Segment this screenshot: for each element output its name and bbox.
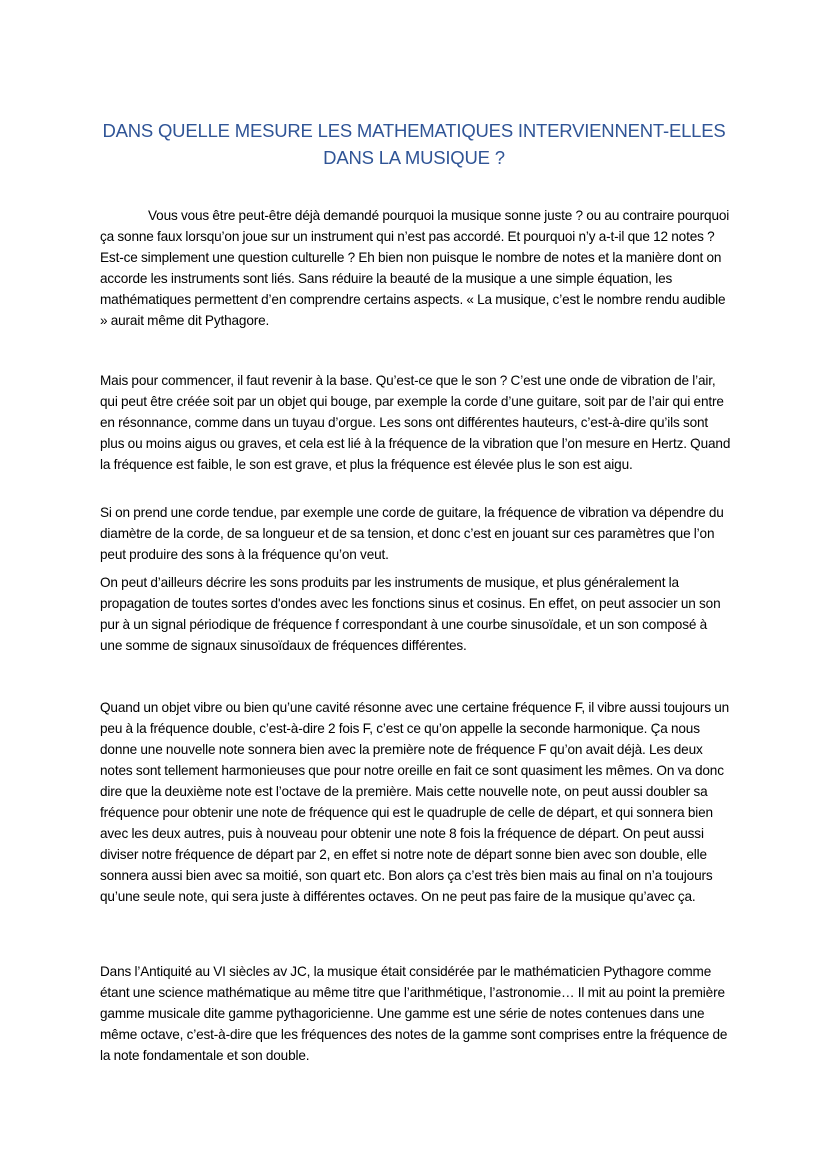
paragraph-pythagoras-scale: Dans l’Antiquité au VI siècles av JC, la musique était considérée par le mathématicien Pythagore comme étant une science mathématique au même titre que l’arithmétique, l’astronomie… Il mit au point la première gamme musicale dite gamme pythagoricienne. Une gamme est une série de notes contenues dans une même octave, c’est-à-dire que les fréquences des notes de la gamme sont comprises entre la fréquence de la note fondamentale et son double. (100, 964, 728, 1063)
paragraph-string-tension: Si on prend une corde tendue, par exemple une corde de guitare, la fréquence de vibration va dépendre du diamètre de la corde, de sa longueur et de sa tension, et donc c’est en jouant sur ces paramètres que l’on peut produire des sons à la fréquence qu’on veut. (100, 505, 724, 562)
paragraph-sound-definition: Mais pour commencer, il faut revenir à la base. Qu’est-ce que le son ? C’est une onde de vibration de l’air, qui peut être créée soit par un objet qui bouge, par exemple la corde d’une guitare, soit par de l’air qui entre en résonnance, comme dans un tuyau d’orgue. Les sons ont différentes hauteurs, c’est-à-dire qu’ils sont plus ou moins aigus ou graves, et cela est lié à la fréquence de la vibration que l’on mesure en Hertz. Quand la fréquence est faible, le son est grave, et plus la fréquence est élevée plus le son est aigu. (100, 373, 731, 472)
paragraph-intro: Vous vous être peut-être déjà demandé pourquoi la musique sonne juste ? ou au contraire pourquoi ça sonne faux lorsqu’on joue sur un instrument qui n’est pas accordé. Et pourquoi n’y a-t-il que 12 notes ? Est-ce simplement une question culturelle ? Eh bien non puisque le nombre de notes et la manière dont on accorde les instruments sont liés. Sans réduire la beauté de la musique a une simple équation, les mathématiques permettent d’en comprendre certains aspects. « La musique, c’est le nombre rendu audible » aurait même dit Pythagore. (100, 208, 730, 328)
paragraph-harmonics-octave: Quand un objet vibre ou bien qu’une cavité résonne avec une certaine fréquence F, il vibre aussi toujours un peu à la fréquence double, c’est-à-dire 2 fois F, c’est ce qu’on appelle la seconde harmonique. Ça nous donne une nouvelle note sonnera bien avec la première note de fréquence F qu’on avait déjà. Les deux notes sont tellement harmonieuses que pour notre oreille en fait ce sont quasiment les mêmes. On va donc dire que la deuxième note est l’octave de la première. Mais cette nouvelle note, on peut aussi doubler sa fréquence pour obtenir une note de fréquence qui est le quadruple de celle de départ, et qui sonnera bien avec les deux autres, puis à nouveau pour obtenir une note 8 fois la fréquence de départ. On peut aussi diviser notre fréquence de départ par 2, en effet si notre note de départ sonne bien avec son double, elle sonnera aussi bien avec sa moitié, son quart etc. Bon alors ça c’est très bien mais au final on n’a toujours qu’une seule note, qui sera juste à différentes octaves. On ne peut pas faire de la musique qu’avec ça. (100, 700, 730, 904)
page-title: DANS QUELLE MESURE LES MATHEMATIQUES INTERVIENNENT-ELLES DANS LA MUSIQUE ? (102, 120, 726, 168)
paragraph-sine-cosine: On peut d’ailleurs décrire les sons produits par les instruments de musique, et plus généralement la propagation de toutes sortes d'ondes avec les fonctions sinus et cosinus. En effet, on peut associer un son pur à un signal périodique de fréquence f correspondant à une courbe sinusoïdale, et un son composé à une somme de signaux sinusoïdaux de fréquences différentes. (100, 575, 721, 653)
